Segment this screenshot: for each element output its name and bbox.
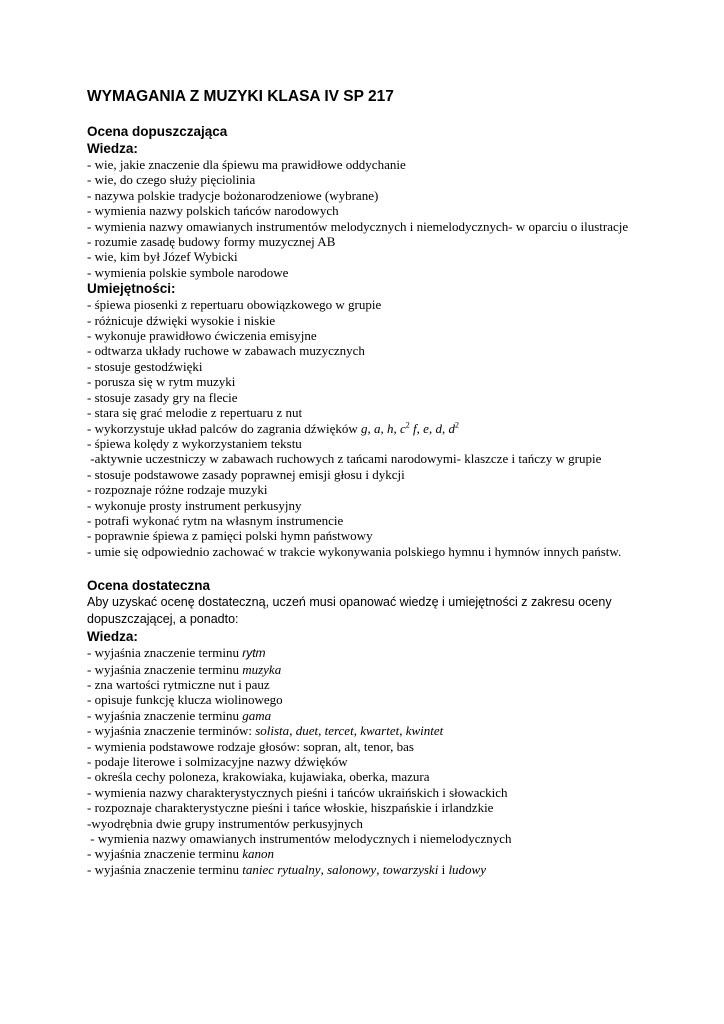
list-item: -aktywnie uczestniczy w zabawach ruchowych z tańcami narodowymi- klaszcze i tańczy w grupie bbox=[87, 451, 602, 467]
list-item: - opisuje funkcję klucza wiolinowego bbox=[87, 692, 283, 708]
term: towarzyski bbox=[382, 861, 439, 877]
section-intro: Aby uzyskać ocenę dostateczną, uczeń musi opanować wiedzę i umiejętności z zakresu oceny dopuszczającej, a ponadto: bbox=[87, 595, 612, 627]
list-item: - wyjaśnia znaczenie terminu taniec rytualny, salonowy, towarzyski i ludowy bbox=[87, 861, 486, 877]
list-item: - porusza się w rytm muzyki bbox=[87, 374, 236, 390]
item-text: - wyjaśnia znaczenie terminu bbox=[87, 645, 243, 661]
section-heading-dopuszczajaca: Ocena dopuszczająca bbox=[87, 124, 228, 139]
wiedza-list bbox=[87, 157, 647, 280]
note-name: e bbox=[423, 420, 429, 436]
list-item: - wie, do czego służy pięciolinia bbox=[87, 172, 256, 188]
list-item: - wie, jakie znaczenie dla śpiewu ma prawidłowe oddychanie bbox=[87, 157, 406, 172]
list-item: - podaje literowe i solmizacyjne nazwy dźwięków bbox=[87, 754, 348, 769]
term: kanon bbox=[242, 846, 274, 862]
list-item: - różnicuje dźwięki wysokie i niskie bbox=[87, 312, 276, 328]
list-item: - wymienia nazwy charakterystycznych pieśni i tańców ukraińskich i słowackich bbox=[87, 784, 508, 800]
list-item: - wykonuje prawidłowo ćwiczenia emisyjne bbox=[87, 328, 317, 344]
note-name: c bbox=[400, 420, 406, 436]
list-item bbox=[87, 645, 647, 661]
umiejetnosci-heading: Umiejętności: bbox=[87, 281, 176, 297]
term: muzyka bbox=[242, 661, 282, 677]
list-item: - wymienia podstawowe rodzaje głosów: sopran, alt, tenor, bas bbox=[87, 738, 414, 754]
list-item-fingering: - wykorzystuje układ palców do zagrania dźwięków g, a, h, $c^2$ f, e, d, $d^2$ bbox=[87, 420, 459, 436]
term: tercet bbox=[324, 723, 354, 739]
term: salonowy bbox=[327, 861, 377, 877]
section-heading-dostateczna: Ocena dostateczna bbox=[87, 578, 211, 594]
item-text: - wyjaśnia znaczenie terminu bbox=[87, 861, 243, 877]
list-item: - potrafi wykonać rytm na własnym instrumencie bbox=[87, 512, 344, 528]
list-item bbox=[87, 846, 647, 861]
list-item: - stosuje podstawowe zasady poprawnej emisji głosu i dykcji bbox=[87, 466, 405, 482]
note-name: d bbox=[448, 420, 455, 436]
term: solista bbox=[255, 723, 290, 739]
conjunction: i bbox=[441, 861, 446, 877]
list-item: - śpiewa piosenki z repertuaru obowiązkowego w grupie bbox=[87, 297, 382, 313]
wiedza-heading: Wiedza: bbox=[87, 141, 138, 156]
term: kwintet bbox=[405, 723, 444, 739]
document-page bbox=[87, 88, 647, 877]
list-item: - wymienia nazwy omawianych instrumentów melodycznych i niemelodycznych- w oparciu o ilustracje bbox=[87, 218, 629, 234]
term: rytm bbox=[242, 646, 266, 661]
octave-mark: 2 bbox=[405, 420, 410, 430]
item-text: - wyjaśnia znaczenie terminu bbox=[87, 846, 243, 862]
list-item: - wykonuje prosty instrument perkusyjny bbox=[87, 497, 302, 513]
note-name: a bbox=[374, 420, 381, 436]
umiejetnosci-list bbox=[87, 297, 647, 559]
list-item: -wyodrębnia dwie grupy instrumentów perkusyjnych bbox=[87, 815, 363, 831]
list-item: - odtwarza układy ruchowe w zabawach muzycznych bbox=[87, 343, 365, 359]
octave-mark: 2 bbox=[454, 420, 459, 430]
list-item bbox=[87, 708, 647, 723]
item-text: - wyjaśnia znaczenie terminu bbox=[87, 661, 243, 677]
term: ludowy bbox=[448, 861, 486, 877]
wiedza-list-2 bbox=[87, 645, 647, 877]
list-item: - rozpoznaje charakterystyczne pieśni i tańce włoskie, hiszpańskie i irlandzkie bbox=[87, 800, 494, 816]
note-name: d bbox=[435, 420, 442, 436]
note-name: h bbox=[387, 420, 394, 436]
note-name: g bbox=[361, 420, 368, 436]
term: duet bbox=[295, 723, 319, 739]
list-item: - określa cechy poloneza, krakowiaka, kujawiaka, oberka, mazura bbox=[87, 769, 430, 785]
item-text: - wykorzystuje układ palców do zagrania dźwięków bbox=[87, 420, 361, 436]
term: taniec rytualny bbox=[242, 861, 321, 877]
list-item: - wymienia nazwy omawianych instrumentów melodycznych i niemelodycznych bbox=[87, 831, 512, 847]
list-item: - rozumie zasadę budowy formy muzycznej AB bbox=[87, 234, 336, 250]
list-item: - wyjaśnia znaczenie terminów: solista, duet, tercet, kwartet, kwintet bbox=[87, 723, 444, 739]
wiedza-heading: Wiedza: bbox=[87, 629, 138, 645]
list-item: - wymienia nazwy polskich tańców narodowych bbox=[87, 203, 339, 219]
term: gama bbox=[242, 707, 272, 723]
list-item: - wymienia polskie symbole narodowe bbox=[87, 264, 289, 280]
list-item: - poprawnie śpiewa z pamięci polski hymn państwowy bbox=[87, 528, 373, 544]
item-text: - wyjaśnia znaczenie terminu bbox=[87, 707, 243, 723]
list-item: - stara się grać melodie z repertuaru z nut bbox=[87, 405, 303, 421]
list-item: - śpiewa kolędy z wykorzystaniem tekstu bbox=[87, 435, 302, 451]
list-item: - stosuje gestodźwięki bbox=[87, 358, 203, 374]
term: kwartet bbox=[360, 723, 400, 739]
document-title: WYMAGANIA Z MUZYKI KLASA IV SP 217 bbox=[87, 88, 394, 105]
list-item: - wie, kim był Józef Wybicki bbox=[87, 249, 238, 265]
list-item: - rozpoznaje różne rodzaje muzyki bbox=[87, 482, 268, 498]
list-item bbox=[87, 662, 647, 677]
item-text: - wyjaśnia znaczenie terminów: bbox=[87, 723, 256, 739]
list-item: - nazywa polskie tradycje bożonarodzeniowe (wybrane) bbox=[87, 187, 379, 203]
list-item: - umie się odpowiednio zachować w trakcie wykonywania polskiego hymnu i hymnów innych państw. bbox=[87, 543, 622, 559]
list-item: - stosuje zasady gry na flecie bbox=[87, 389, 238, 405]
note-name: f bbox=[413, 420, 417, 436]
list-item: - zna wartości rytmiczne nut i pauz bbox=[87, 676, 270, 692]
